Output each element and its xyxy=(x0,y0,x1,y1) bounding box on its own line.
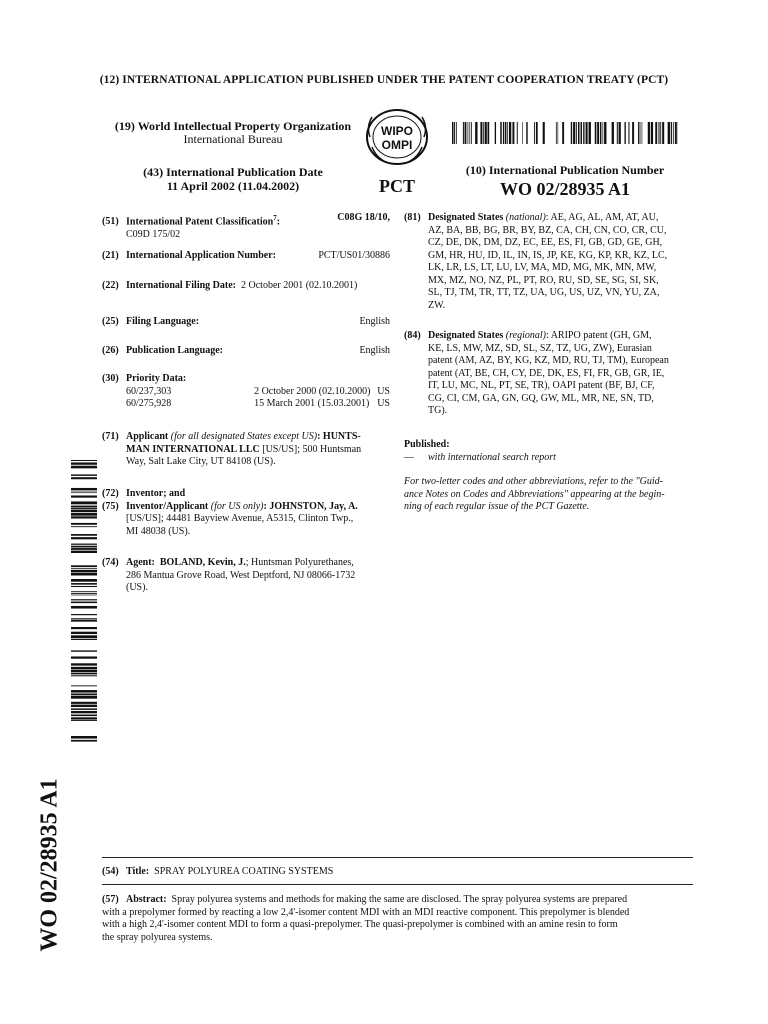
publication-language-section xyxy=(102,345,390,373)
filing-date-label: International Filing Date: xyxy=(126,280,236,291)
top-barcode-icon xyxy=(452,122,678,144)
inventor-address-line1: [US/US]; 44481 Bayview Avenue, A5315, Clinton Twp., xyxy=(126,513,354,524)
pub-date-value: 11 April 2002 (11.04.2002) xyxy=(166,179,300,193)
title-num: (54) xyxy=(102,866,119,877)
right-column xyxy=(404,212,694,514)
regional-codes-line: patent (AT, BE, CH, CY, DE, DK, ES, FI, FR, GB, GR, IE, xyxy=(428,367,665,379)
agent-section xyxy=(102,557,390,595)
agent-num: (74) xyxy=(102,557,119,568)
classification-section xyxy=(102,212,390,250)
filing-lang-value: English xyxy=(359,316,390,327)
filing-language-section xyxy=(102,316,390,345)
logo-text-top: WIPO xyxy=(381,124,413,138)
national-codes-line: GM, HR, HU, ID, IL, IN, IS, JP, KE, KG, KP, KR, KZ, LC, xyxy=(428,249,668,261)
inventor-label: Inventor; and xyxy=(126,488,186,499)
app-num-label: International Application Number: xyxy=(126,250,277,261)
document-header: (12) INTERNATIONAL APPLICATION PUBLISHED UNDER THE PATENT COOPERATION TREATY (PCT) xyxy=(99,74,669,86)
applicant-name-part1: : HUNTS- xyxy=(317,431,361,442)
divider xyxy=(102,857,693,858)
abstract-line: Spray polyurea systems and methods for making the same are disclosed. The spray polyurea systems are prepared xyxy=(171,894,628,905)
regional-codes-line: KE, LS, MW, MZ, SD, SL, SZ, TZ, UG, ZW), Eurasian xyxy=(428,342,652,354)
org-name: World Intellectual Property Organization xyxy=(137,119,352,133)
publication-number-block xyxy=(440,163,690,200)
priority-number: 60/275,928 xyxy=(126,398,172,409)
agent-address-part1: ; Huntsman Polyurethanes, xyxy=(245,557,354,568)
class-num: (51) xyxy=(102,216,119,228)
abstract-line: the spray polyurea systems. xyxy=(102,931,213,943)
applicant-label: Applicant xyxy=(126,431,169,442)
class-sup: 7 xyxy=(273,214,277,222)
regional-qualifier: (regional) xyxy=(505,330,546,341)
filing-lang-num: (25) xyxy=(102,316,119,327)
inventor-qualifier: (for US only) xyxy=(210,500,264,512)
priority-row xyxy=(102,398,390,411)
priority-section xyxy=(102,373,390,431)
left-column xyxy=(102,212,390,595)
pub-number-value: WO 02/28935 A1 xyxy=(499,179,630,199)
divider xyxy=(102,884,693,885)
note-line: ance Notes on Codes and Abbreviations" appearing at the begin- xyxy=(404,488,665,500)
national-codes-line: AZ, BA, BB, BG, BR, BY, BZ, CA, CH, CN, CO, CR, CU, xyxy=(428,224,667,236)
national-codes-line: LK, LR, LS, LT, LU, LV, MA, MD, MG, MK, MN, MW, xyxy=(428,262,657,273)
published-section xyxy=(404,439,694,476)
published-dash: — xyxy=(404,451,414,463)
inventor-applicant-num: (75) xyxy=(102,500,119,512)
national-label: Designated States xyxy=(428,212,504,223)
agent-address-line2: 286 Mantua Grove Road, West Deptford, NJ 08066-1732 xyxy=(126,569,356,581)
inventor-applicant-label: Inventor/Applicant xyxy=(126,500,209,512)
inventor-section xyxy=(102,488,390,557)
abbreviations-note xyxy=(404,476,694,514)
regional-codes-line: TG). xyxy=(428,405,448,416)
national-codes-line: MX, MZ, NO, NZ, PL, PT, RO, RU, SD, SE, SG, SI, SK, xyxy=(428,274,659,286)
applicant-address-part1: [US/US]; 500 Huntsman xyxy=(259,443,362,455)
app-num-num: (21) xyxy=(102,250,119,261)
priority-country: US xyxy=(377,385,390,397)
application-number-section xyxy=(102,250,390,280)
regional-codes-line: : ARIPO patent (GH, GM, xyxy=(545,330,652,341)
pub-lang-value: English xyxy=(359,345,390,356)
priority-date: 15 March 2001 (15.03.2001) xyxy=(254,398,370,409)
abstract-section xyxy=(102,894,696,944)
abstract-num: (57) xyxy=(102,894,119,905)
side-barcode-icon xyxy=(71,460,97,742)
regional-num: (84) xyxy=(404,330,421,341)
organization-block xyxy=(108,120,358,146)
class-main: C08G 18/10, xyxy=(337,212,390,223)
inventor-num: (72) xyxy=(102,488,119,499)
logo-text-bottom: OMPI xyxy=(381,138,413,152)
class-secondary: C09D 175/02 xyxy=(126,228,181,240)
title-value: SPRAY POLYUREA COATING SYSTEMS xyxy=(154,866,334,877)
class-colon: : xyxy=(276,216,281,228)
filing-date-num: (22) xyxy=(102,280,119,291)
pub-lang-label: Publication Language: xyxy=(126,345,223,356)
filing-lang-label: Filing Language: xyxy=(126,316,200,327)
title-section xyxy=(102,866,693,879)
agent-label: Agent: xyxy=(126,557,155,568)
national-qualifier: (national) xyxy=(505,212,546,223)
pub-number-num: (10) xyxy=(465,163,486,177)
regional-codes-line: IT, LU, MC, NL, PT, SE, TR), OAPI patent (BF, BJ, CF, xyxy=(428,380,655,391)
abstract-line: with a high 2,4'-isomer content MDI to form a quasi-prepolymer. The quasi-prepolymer is combined with an amine resin to form xyxy=(102,919,618,930)
national-codes-line: CZ, DE, DK, DM, DZ, EC, EE, ES, FI, GB, GD, GE, GH, xyxy=(428,237,663,248)
pub-lang-num: (26) xyxy=(102,345,119,356)
published-item: with international search report xyxy=(428,451,556,463)
agent-address-line3: (US). xyxy=(126,582,148,593)
applicant-section xyxy=(102,431,390,488)
title-label: Title: xyxy=(126,866,150,877)
regional-codes-line: CG, CI, CM, GA, GN, GQ, GW, ML, MR, NE, SN, TD, xyxy=(428,392,654,404)
abstract-line: with a prepolymer formed by reacting a low 2,4'-isomer content MDI with an MDI reactive component. This prepolymer is blended xyxy=(102,906,630,918)
agent-name: BOLAND, Kevin, J. xyxy=(159,557,246,568)
pub-number-label: International Publication Number xyxy=(488,163,665,177)
priority-country: US xyxy=(377,398,390,409)
abstract-label: Abstract: xyxy=(126,894,167,905)
publication-date-block xyxy=(108,165,358,193)
inventor-address-line2: MI 48038 (US). xyxy=(126,525,191,537)
app-num-value: PCT/US01/30886 xyxy=(318,250,390,261)
side-publication-number: WO 02/28935 A1 xyxy=(36,778,63,952)
note-line: ning of each regular issue of the PCT Gazette. xyxy=(404,501,590,512)
national-num: (81) xyxy=(404,212,421,223)
designated-national-section xyxy=(404,212,694,330)
priority-number: 60/237,303 xyxy=(126,385,172,397)
priority-label: Priority Data: xyxy=(126,373,187,384)
filing-date-value: 2 October 2001 (02.10.2001) xyxy=(241,280,358,291)
wipo-logo-icon xyxy=(362,107,432,167)
org-bureau: International Bureau xyxy=(183,132,283,146)
class-label: International Patent Classification xyxy=(126,216,274,228)
regional-codes-line: patent (AM, AZ, BY, KG, KZ, MD, RU, TJ, TM), European xyxy=(428,355,669,366)
national-codes-line: SL, TJ, TM, TR, TT, TZ, UA, UG, US, UZ, VN, YU, ZA, xyxy=(428,287,660,298)
pub-date-num: (43) xyxy=(143,165,164,179)
applicant-num: (71) xyxy=(102,431,119,442)
regional-label: Designated States xyxy=(428,330,504,341)
note-line: For two-letter codes and other abbreviations, refer to the "Guid- xyxy=(404,476,663,487)
org-num: (19) xyxy=(114,119,135,133)
applicant-address-part2: Way, Salt Lake City, UT 84108 (US). xyxy=(126,456,276,467)
published-label: Published: xyxy=(404,439,450,450)
national-codes-line: : AE, AG, AL, AM, AT, AU, xyxy=(545,212,659,223)
pub-date-label: International Publication Date xyxy=(166,165,323,179)
priority-row xyxy=(102,386,390,399)
designated-regional-section xyxy=(404,330,694,439)
priority-num: (30) xyxy=(102,373,119,384)
pct-label: PCT xyxy=(379,176,415,196)
filing-date-section xyxy=(102,280,390,316)
national-codes-line: ZW. xyxy=(428,299,446,311)
inventor-name: : JOHNSTON, Jay, A. xyxy=(263,500,358,512)
applicant-name-part2: MAN INTERNATIONAL LLC xyxy=(126,443,260,455)
priority-date: 2 October 2000 (02.10.2000) xyxy=(254,385,371,397)
applicant-qualifier: (for all designated States except US) xyxy=(170,431,318,442)
